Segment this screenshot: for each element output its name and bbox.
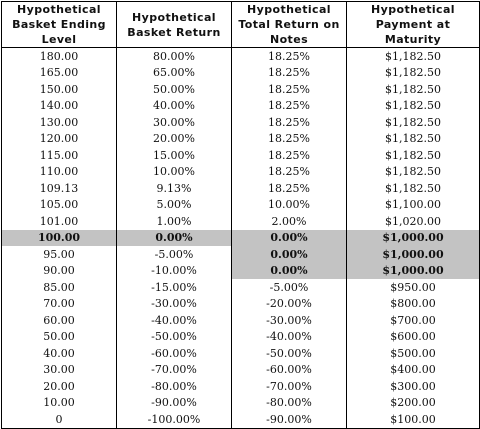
cell-total-return-on-notes: 18.25% xyxy=(232,147,347,164)
cell-payment-at-maturity: $1,182.50 xyxy=(347,114,480,131)
cell-basket-ending-level: 10.00 xyxy=(2,395,117,412)
cell-basket-ending-level: 115.00 xyxy=(2,147,117,164)
cell-total-return-on-notes: 18.25% xyxy=(232,98,347,115)
cell-basket-return: -80.00% xyxy=(117,378,232,395)
hypothetical-returns-table xyxy=(1,1,480,429)
cell-basket-ending-level: 120.00 xyxy=(2,131,117,148)
cell-payment-at-maturity: $1,000.00 xyxy=(347,246,480,263)
cell-basket-ending-level: 40.00 xyxy=(2,345,117,362)
cell-basket-return: 30.00% xyxy=(117,114,232,131)
column-header-line: Level xyxy=(41,33,77,46)
cell-payment-at-maturity: $1,182.50 xyxy=(347,81,480,98)
cell-basket-return: 5.00% xyxy=(117,197,232,214)
table-row xyxy=(2,65,480,82)
cell-payment-at-maturity: $1,000.00 xyxy=(347,263,480,280)
cell-basket-ending-level: 109.13 xyxy=(2,180,117,197)
column-header-total-return-on-notes xyxy=(232,2,347,48)
cell-total-return-on-notes: 0.00% xyxy=(232,246,347,263)
cell-total-return-on-notes: -5.00% xyxy=(232,279,347,296)
cell-total-return-on-notes: 18.25% xyxy=(232,114,347,131)
table-row xyxy=(2,378,480,395)
cell-basket-ending-level: 95.00 xyxy=(2,246,117,263)
cell-payment-at-maturity: $400.00 xyxy=(347,362,480,379)
cell-payment-at-maturity: $1,182.50 xyxy=(347,180,480,197)
cell-payment-at-maturity: $1,020.00 xyxy=(347,213,480,230)
cell-basket-ending-level: 100.00 xyxy=(2,230,117,247)
cell-basket-return: -5.00% xyxy=(117,246,232,263)
cell-payment-at-maturity: $300.00 xyxy=(347,378,480,395)
table-row xyxy=(2,279,480,296)
cell-basket-return: -70.00% xyxy=(117,362,232,379)
table-header xyxy=(2,2,480,48)
cell-basket-return: -100.00% xyxy=(117,411,232,428)
cell-basket-return: -10.00% xyxy=(117,263,232,280)
table-row xyxy=(2,164,480,181)
cell-total-return-on-notes: 18.25% xyxy=(232,131,347,148)
cell-payment-at-maturity: $1,182.50 xyxy=(347,65,480,82)
cell-basket-return: -90.00% xyxy=(117,395,232,412)
cell-basket-ending-level: 60.00 xyxy=(2,312,117,329)
cell-payment-at-maturity: $1,182.50 xyxy=(347,98,480,115)
cell-basket-ending-level: 20.00 xyxy=(2,378,117,395)
cell-payment-at-maturity: $950.00 xyxy=(347,279,480,296)
column-header-line: Notes xyxy=(269,33,309,46)
cell-basket-ending-level: 101.00 xyxy=(2,213,117,230)
cell-payment-at-maturity: $800.00 xyxy=(347,296,480,313)
cell-basket-ending-level: 105.00 xyxy=(2,197,117,214)
cell-basket-return: 65.00% xyxy=(117,65,232,82)
cell-basket-ending-level: 165.00 xyxy=(2,65,117,82)
cell-total-return-on-notes: 0.00% xyxy=(232,263,347,280)
table-row xyxy=(2,197,480,214)
table-row xyxy=(2,395,480,412)
cell-basket-ending-level: 30.00 xyxy=(2,362,117,379)
cell-payment-at-maturity: $700.00 xyxy=(347,312,480,329)
cell-total-return-on-notes: -50.00% xyxy=(232,345,347,362)
cell-basket-return: 40.00% xyxy=(117,98,232,115)
column-header-line: Payment at xyxy=(375,18,451,31)
cell-total-return-on-notes: 2.00% xyxy=(232,213,347,230)
table-row xyxy=(2,98,480,115)
cell-total-return-on-notes: -40.00% xyxy=(232,329,347,346)
cell-payment-at-maturity: $1,182.50 xyxy=(347,48,480,65)
table-row xyxy=(2,411,480,428)
cell-basket-ending-level: 150.00 xyxy=(2,81,117,98)
cell-basket-return: 0.00% xyxy=(117,230,232,247)
column-header-basket-return xyxy=(117,2,232,48)
header-row xyxy=(2,2,480,48)
cell-basket-return: -60.00% xyxy=(117,345,232,362)
cell-basket-ending-level: 50.00 xyxy=(2,329,117,346)
cell-basket-return: 15.00% xyxy=(117,147,232,164)
column-header-basket-ending-level xyxy=(2,2,117,48)
table-row xyxy=(2,81,480,98)
cell-basket-ending-level: 110.00 xyxy=(2,164,117,181)
cell-payment-at-maturity: $200.00 xyxy=(347,395,480,412)
cell-total-return-on-notes: 0.00% xyxy=(232,230,347,247)
cell-basket-return: -50.00% xyxy=(117,329,232,346)
cell-basket-return: -30.00% xyxy=(117,296,232,313)
cell-basket-return: 10.00% xyxy=(117,164,232,181)
table-row xyxy=(2,263,480,280)
cell-basket-ending-level: 0 xyxy=(2,411,117,428)
cell-total-return-on-notes: -30.00% xyxy=(232,312,347,329)
table-row xyxy=(2,48,480,65)
cell-payment-at-maturity: $1,182.50 xyxy=(347,147,480,164)
column-header-line: Hypothetical xyxy=(17,3,101,16)
cell-basket-ending-level: 130.00 xyxy=(2,114,117,131)
table-row xyxy=(2,312,480,329)
cell-total-return-on-notes: 18.25% xyxy=(232,65,347,82)
table-row xyxy=(2,213,480,230)
cell-basket-return: -15.00% xyxy=(117,279,232,296)
cell-payment-at-maturity: $1,182.50 xyxy=(347,164,480,181)
table-row xyxy=(2,114,480,131)
cell-basket-ending-level: 70.00 xyxy=(2,296,117,313)
cell-total-return-on-notes: -60.00% xyxy=(232,362,347,379)
cell-basket-return: 20.00% xyxy=(117,131,232,148)
cell-payment-at-maturity: $1,100.00 xyxy=(347,197,480,214)
column-header-line: Hypothetical xyxy=(132,10,216,24)
column-header-line: Basket Ending xyxy=(12,18,106,31)
column-header-line: Hypothetical xyxy=(371,3,455,16)
table-row xyxy=(2,362,480,379)
column-header-line: Maturity xyxy=(384,33,442,46)
cell-total-return-on-notes: 18.25% xyxy=(232,48,347,65)
cell-payment-at-maturity: $1,182.50 xyxy=(347,131,480,148)
cell-total-return-on-notes: 18.25% xyxy=(232,180,347,197)
table-row xyxy=(2,345,480,362)
cell-total-return-on-notes: -80.00% xyxy=(232,395,347,412)
cell-basket-return: -40.00% xyxy=(117,312,232,329)
cell-total-return-on-notes: 18.25% xyxy=(232,164,347,181)
cell-payment-at-maturity: $100.00 xyxy=(347,411,480,428)
cell-basket-return: 1.00% xyxy=(117,213,232,230)
table-row xyxy=(2,147,480,164)
cell-basket-ending-level: 140.00 xyxy=(2,98,117,115)
cell-basket-return: 80.00% xyxy=(117,48,232,65)
table-row xyxy=(2,246,480,263)
column-header-line: Total Return on xyxy=(238,18,340,31)
cell-basket-return: 50.00% xyxy=(117,81,232,98)
column-header-line: Hypothetical xyxy=(247,3,331,16)
table-row xyxy=(2,296,480,313)
cell-total-return-on-notes: -20.00% xyxy=(232,296,347,313)
column-header-line: Basket Return xyxy=(127,25,221,39)
cell-basket-ending-level: 85.00 xyxy=(2,279,117,296)
table-row xyxy=(2,131,480,148)
cell-total-return-on-notes: -90.00% xyxy=(232,411,347,428)
table-row xyxy=(2,180,480,197)
table-body xyxy=(2,48,480,429)
cell-basket-return: 9.13% xyxy=(117,180,232,197)
column-header-payment-at-maturity xyxy=(347,2,480,48)
cell-payment-at-maturity: $500.00 xyxy=(347,345,480,362)
cell-total-return-on-notes: -70.00% xyxy=(232,378,347,395)
cell-payment-at-maturity: $600.00 xyxy=(347,329,480,346)
cell-total-return-on-notes: 18.25% xyxy=(232,81,347,98)
table-row xyxy=(2,230,480,247)
cell-payment-at-maturity: $1,000.00 xyxy=(347,230,480,247)
cell-total-return-on-notes: 10.00% xyxy=(232,197,347,214)
table-row xyxy=(2,329,480,346)
cell-basket-ending-level: 90.00 xyxy=(2,263,117,280)
cell-basket-ending-level: 180.00 xyxy=(2,48,117,65)
